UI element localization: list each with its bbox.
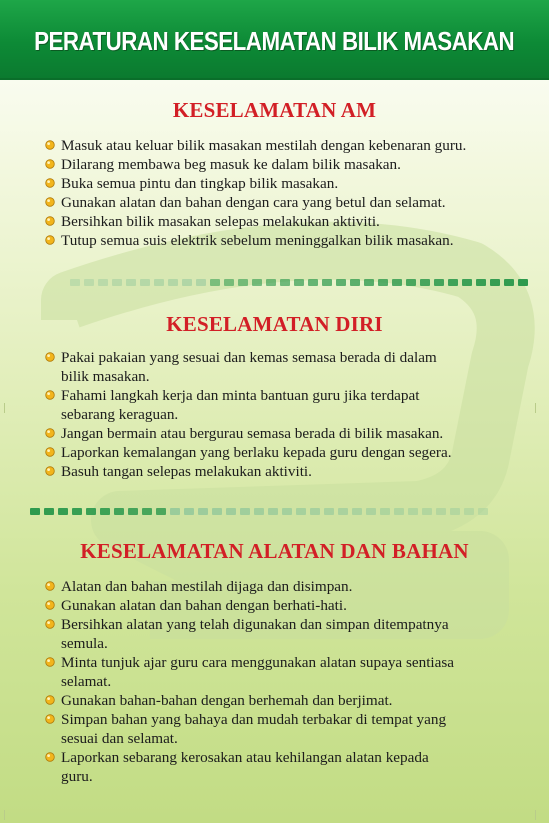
- divider-dash: [112, 279, 122, 286]
- section-personal-safety: [0, 312, 549, 337]
- rule-item: [45, 212, 466, 231]
- rule-item: [45, 136, 466, 155]
- divider-dash: [70, 279, 80, 286]
- section-tools-safety: [0, 539, 549, 564]
- rule-text: Gunakan alatan dan bahan dengan berhati-hati.: [61, 597, 347, 614]
- rule-text: Gunakan alatan dan bahan dengan cara yang betul dan selamat.: [61, 194, 446, 211]
- bullet-icon: [45, 216, 55, 226]
- rule-text: Masuk atau keluar bilik masakan mestilah dengan kebenaran guru.: [61, 137, 467, 154]
- section-heading: KESELAMATAN AM: [172, 98, 377, 122]
- bullet-icon: [45, 447, 55, 457]
- rule-text: bilik masakan.: [61, 368, 150, 385]
- rule-text: guru.: [61, 768, 93, 785]
- divider-dash: [420, 279, 430, 286]
- section-heading: KESELAMATAN DIRI: [166, 312, 383, 336]
- rule-item: [45, 710, 454, 748]
- divider-dash: [142, 508, 152, 515]
- divider-dash: [436, 508, 446, 515]
- divider-dash: [84, 279, 94, 286]
- rule-item: [45, 348, 452, 386]
- rule-text: Pakai pakaian yang sesuai dan kemas semasa berada di dalam: [61, 349, 437, 366]
- rule-text: Minta tunjuk ajar guru cara menggunakan alatan supaya sentiasa: [61, 654, 455, 671]
- section-general-safety: [0, 98, 549, 123]
- divider-dash: [226, 508, 236, 515]
- divider-dash: [310, 508, 320, 515]
- divider-dash: [212, 508, 222, 515]
- bullet-icon: [45, 352, 55, 362]
- divider-dash: [296, 508, 306, 515]
- divider-dash: [240, 508, 250, 515]
- bullet-icon: [45, 619, 55, 629]
- rule-item: [45, 577, 454, 596]
- divider-dash: [352, 508, 362, 515]
- rule-text: sebarang keraguan.: [61, 406, 179, 423]
- divider-dash: [128, 508, 138, 515]
- divider-dash: [280, 279, 290, 286]
- divider-dash: [86, 508, 96, 515]
- rule-item: [45, 462, 452, 481]
- divider-dash: [140, 279, 150, 286]
- bullet-icon: [45, 714, 55, 724]
- divider-dash: [434, 279, 444, 286]
- divider-dash: [268, 508, 278, 515]
- divider-dash: [58, 508, 68, 515]
- rule-item: [45, 653, 454, 691]
- bullet-icon: [45, 235, 55, 245]
- divider-dash: [156, 508, 166, 515]
- divider-dash: [464, 508, 474, 515]
- divider-dash: [394, 508, 404, 515]
- divider-dash: [282, 508, 292, 515]
- rule-text: Dilarang membawa beg masuk ke dalam bilik masakan.: [61, 156, 401, 173]
- divider-dash: [448, 279, 458, 286]
- bullet-icon: [45, 159, 55, 169]
- divider-dash: [350, 279, 360, 286]
- divider-dash: [30, 508, 40, 515]
- divider-dash: [504, 279, 514, 286]
- divider-dash: [238, 279, 248, 286]
- divider-dash: [198, 508, 208, 515]
- bullet-icon: [45, 657, 55, 667]
- bullet-icon: [45, 581, 55, 591]
- divider-dash: [392, 279, 402, 286]
- rule-item: [45, 231, 466, 250]
- rule-text: Laporkan kemalangan yang berlaku kepada guru dengan segera.: [61, 444, 452, 461]
- divider-dash: [490, 279, 500, 286]
- rule-text: Basuh tangan selepas melakukan aktiviti.: [61, 463, 312, 480]
- rule-item: [45, 424, 452, 443]
- rule-text: Bersihkan alatan yang telah digunakan dan simpan ditempatnya: [61, 616, 449, 633]
- divider-dash: [100, 508, 110, 515]
- divider-dash: [294, 279, 304, 286]
- rule-text: Gunakan bahan-bahan dengan berhemah dan berjimat.: [61, 692, 393, 709]
- divider-dash: [114, 508, 124, 515]
- bullet-icon: [45, 695, 55, 705]
- rule-item: [45, 174, 466, 193]
- divider-dash: [308, 279, 318, 286]
- section-divider: [30, 508, 488, 516]
- bullet-icon: [45, 178, 55, 188]
- section-divider: [70, 279, 528, 287]
- rule-item: [45, 193, 466, 212]
- divider-dash: [324, 508, 334, 515]
- rules-list-personal: [45, 348, 452, 481]
- divider-dash: [462, 279, 472, 286]
- rule-text: selamat.: [61, 673, 112, 690]
- divider-dash: [408, 508, 418, 515]
- rule-text: Tutup semua suis elektrik sebelum meninggalkan bilik masakan.: [61, 232, 454, 249]
- rule-text: Buka semua pintu dan tingkap bilik masakan.: [61, 175, 339, 192]
- divider-dash: [224, 279, 234, 286]
- divider-dash: [380, 508, 390, 515]
- divider-dash: [336, 279, 346, 286]
- rule-item: [45, 691, 454, 710]
- divider-dash: [98, 279, 108, 286]
- rule-item: [45, 386, 452, 424]
- divider-dash: [378, 279, 388, 286]
- divider-dash: [266, 279, 276, 286]
- rule-text: Fahami langkah kerja dan minta bantuan guru jika terdapat: [61, 387, 420, 404]
- bullet-icon: [45, 140, 55, 150]
- rule-item: [45, 748, 454, 786]
- section-heading: KESELAMATAN ALATAN DAN BAHAN: [80, 539, 469, 563]
- rule-text: Alatan dan bahan mestilah dijaga dan disimpan.: [61, 578, 353, 595]
- divider-dash: [364, 279, 374, 286]
- rule-text: sesuai dan selamat.: [61, 730, 178, 747]
- bullet-icon: [45, 600, 55, 610]
- divider-dash: [476, 279, 486, 286]
- rule-item: [45, 155, 466, 174]
- rule-text: Laporkan sebarang kerosakan atau kehilangan alatan kepada: [61, 749, 429, 766]
- rule-text: Jangan bermain atau bergurau semasa berada di bilik masakan.: [61, 425, 444, 442]
- divider-dash: [196, 279, 206, 286]
- divider-dash: [366, 508, 376, 515]
- rule-text: semula.: [61, 635, 108, 652]
- divider-dash: [170, 508, 180, 515]
- divider-dash: [322, 279, 332, 286]
- rule-item: [45, 443, 452, 462]
- rules-list-tools: [45, 577, 454, 786]
- bullet-icon: [45, 752, 55, 762]
- divider-dash: [210, 279, 220, 286]
- divider-dash: [338, 508, 348, 515]
- poster-title: PERATURAN KESELAMATAN BILIK MASAKAN: [34, 25, 515, 56]
- divider-dash: [254, 508, 264, 515]
- divider-dash: [184, 508, 194, 515]
- rule-item: [45, 615, 454, 653]
- divider-dash: [168, 279, 178, 286]
- rule-item: [45, 596, 454, 615]
- divider-dash: [518, 279, 528, 286]
- divider-dash: [406, 279, 416, 286]
- bullet-icon: [45, 428, 55, 438]
- rule-text: Bersihkan bilik masakan selepas melakukan aktiviti.: [61, 213, 380, 230]
- divider-dash: [478, 508, 488, 515]
- rule-text: Simpan bahan yang bahaya dan mudah terbakar di tempat yang: [61, 711, 447, 728]
- title-band: [0, 0, 549, 80]
- rules-list-general: [45, 136, 466, 250]
- divider-dash: [252, 279, 262, 286]
- bullet-icon: [45, 390, 55, 400]
- divider-dash: [422, 508, 432, 515]
- divider-dash: [72, 508, 82, 515]
- divider-dash: [182, 279, 192, 286]
- divider-dash: [450, 508, 460, 515]
- bullet-icon: [45, 466, 55, 476]
- bullet-icon: [45, 197, 55, 207]
- divider-dash: [44, 508, 54, 515]
- divider-dash: [126, 279, 136, 286]
- divider-dash: [154, 279, 164, 286]
